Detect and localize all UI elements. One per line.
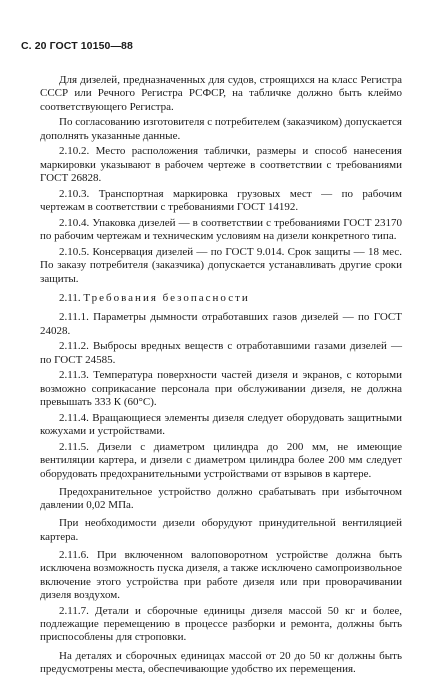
section-heading (40, 292, 402, 305)
paragraph: Для дизелей, предназначенных для судов, строящихся на класс Регистра СССР или Речного Регистра РСФСР, на табличке должно быть клеймо соответствующего Регистра. (40, 74, 402, 113)
paragraph: По согласованию изготовителя с потребителем (заказчиком) допускается дополнять указанные данные. (40, 116, 402, 142)
page-header: С. 20 ГОСТ 10150—88 (21, 40, 133, 52)
paragraph: На деталях и сборочных единицах массой от 20 до 50 кг должны быть предусмотрены места, обеспечивающие удобство их перемещения. (40, 649, 402, 675)
paragraph: 2.11.4. Вращающиеся элементы дизеля следует оборудовать защитными кожухами и устройствами. (40, 411, 402, 438)
paragraph: 2.10.3. Транспортная маркировка грузовых мест — по рабочим чертежам в соответствии с требованиями ГОСТ 14192. (40, 187, 402, 214)
paragraph: 2.10.4. Упаковка дизелей — в соответствии с требованиями ГОСТ 23170 по рабочим чертежам и техническим условиям на дизели конкретного типа. (40, 216, 402, 243)
section-title: Требования безопасности (83, 291, 250, 304)
paragraph: При необходимости дизели оборудуют принудительной вентиляцией картера. (40, 517, 402, 543)
paragraph: 2.11.3. Температура поверхности частей дизеля и экранов, с которыми возможно соприкасание персонала при обслуживании дизеля, не должна превышать 333 К (60°С). (40, 369, 402, 409)
section-number: 2.11. (59, 291, 81, 304)
paragraph: 2.11.2. Выбросы вредных веществ с отработавшими газами дизелей — по ГОСТ 24585. (40, 340, 402, 366)
paragraph: 2.11.7. Детали и сборочные единицы дизеля массой 50 кг и более, подлежащие перемещению в процессе разборки и ремонта, должны быть приспособлены для строповки. (40, 604, 402, 644)
document-body (40, 74, 402, 679)
paragraph: 2.10.2. Место расположения таблички, размеры и способ нанесения маркировки указывают в рабочем чертеже в соответствии с требованиями ГОСТ 26828. (40, 145, 402, 185)
paragraph: 2.10.5. Консервация дизелей — по ГОСТ 9.014. Срок защиты — 18 мес. По заказу потребителя (заказчика) допускается устанавливать другие сроки защиты. (40, 246, 402, 285)
paragraph: 2.11.1. Параметры дымности отработавших газов дизелей — по ГОСТ 24028. (40, 311, 402, 337)
paragraph: 2.11.6. При включенном валоповоротном устройстве должна быть исключена возможность пуска дизеля, а также исключено самопроизвольное включение этого устройства при работе дизеля или при проворачивании дизеля воздухом. (40, 549, 402, 601)
paragraph: Предохранительное устройство должно срабатывать при избыточном давлении 0,02 МПа. (40, 485, 402, 512)
paragraph: 2.11.5. Дизели с диаметром цилиндра до 200 мм, не имеющие вентиляции картера, и дизели с диаметром цилиндра более 200 мм следует оборудовать предохранительными устройствами от взрывов в картере. (40, 440, 402, 480)
